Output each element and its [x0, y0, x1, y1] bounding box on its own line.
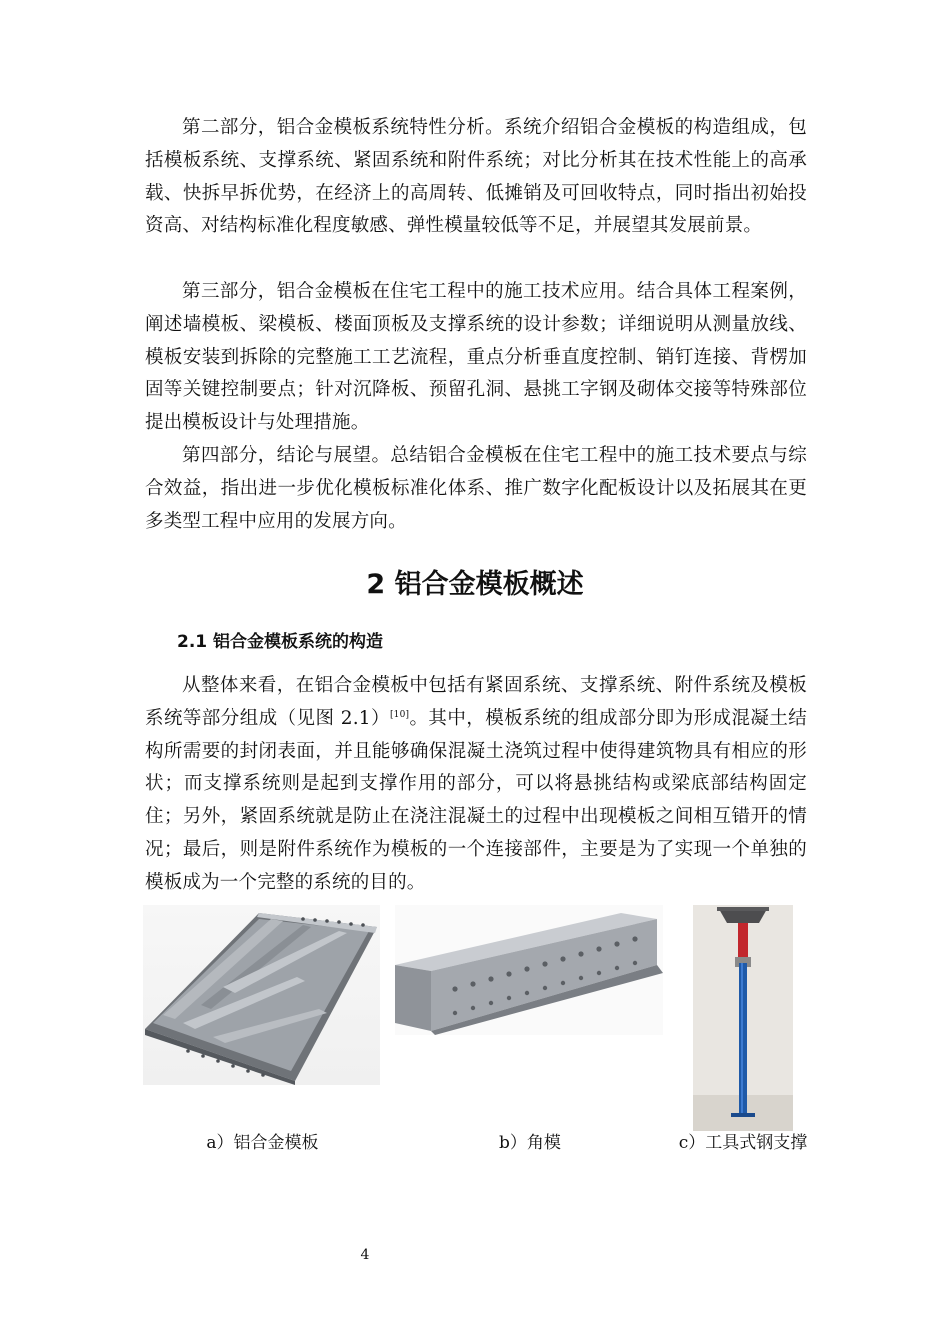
chapter-heading: 2 铝合金模板概述: [366, 569, 584, 600]
paragraph-structure-text-2: 。其中，模板系统的组成部分即为形成混凝土结构所需要的封闭表面，并且能够确保混凝土浇筑过程中使得建筑物具有相应的形状；而支撑系统则是起到支撑作用的部分，可以将悬挑结构或梁底部结构固定住；另外，紧固系统就是防止在浇注混凝土的过程中出现模板之间相互错开的情况；最后，则是附件系统作为模板的一个连接部件，主要是为了实现一个单独的模板成为一个完整的系统的目的。: [145, 707, 808, 893]
paragraph-part-four: 第四部分，结论与展望。总结铝合金模板在住宅工程中的施工技术要点与综合效益，指出进一步优化模板标准化体系、推广数字化配板设计以及拓展其在更多类型工程中应用的发展方向。: [145, 445, 807, 532]
corner-mold-image: [395, 905, 663, 1035]
paragraph-structure: [145, 670, 807, 900]
figure-aluminum-formwork-panel: [143, 905, 380, 1085]
caption-steel-support: c）工具式钢支撑: [678, 1133, 808, 1153]
figure-corner-mold: [395, 905, 663, 1035]
paragraph-structure-text-1: 从整体来看，在铝合金模板中包括有紧固系统、支撑系统、附件系统及模板系统等部分组成（见图 2.1）: [145, 675, 807, 729]
aluminum-panel-image: [143, 905, 380, 1085]
caption-aluminum-formwork: a）铝合金模板: [206, 1133, 319, 1153]
figure-steel-support: [693, 905, 793, 1131]
paragraph-part-two: 第二部分，铝合金模板系统特性分析。系统介绍铝合金模板的构造组成，包括模板系统、支撑系统、紧固系统和附件系统；对比分析其在技术性能上的高承载、快拆早拆优势，在经济上的高周转、低摊销及可回收特点，同时指出初始投资高、对结构标准化程度敏感、弹性模量较低等不足，并展望其发展前景。: [145, 117, 807, 237]
page-number: 4: [360, 1247, 370, 1263]
steel-support-image: [693, 905, 793, 1131]
citation-reference: [10]: [389, 709, 410, 720]
section-heading: 2.1 铝合金模板系统的构造: [177, 632, 384, 652]
caption-corner-mold: b）角模: [499, 1133, 561, 1153]
paragraph-part-three: 第三部分，铝合金模板在住宅工程中的施工技术应用。结合具体工程案例，阐述墙模板、梁模板、楼面顶板及支撑系统的设计参数；详细说明从测量放线、模板安装到拆除的完整施工工艺流程，重点分析垂直度控制、销钉连接、背楞加固等关键控制要点；针对沉降板、预留孔洞、悬挑工字钢及砌体交接等特殊部位提出模板设计与处理措施。: [145, 281, 807, 434]
